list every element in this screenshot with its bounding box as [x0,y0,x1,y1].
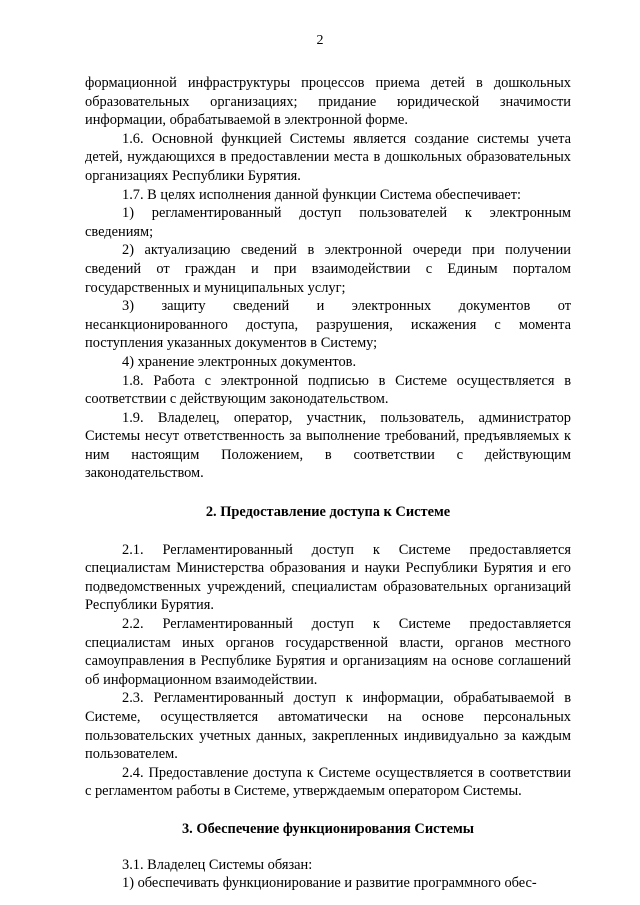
list-item-2: 2) актуализацию сведений в электронной очереди при получении сведений от граждан и при взаимодействии с Единым порталом государственных и муниципальных услуг; [85,242,571,296]
paragraph-2-2: 2.2. Регламентированный доступ к Системе предоставляется специалистам иных органов государственной власти, органов местного самоуправления в Республике Бурятия и организациям на основе соглашений об информационном взаимодействии. [85,616,571,688]
section-2-heading: 2. Предоставление доступа к Системе [205,504,451,521]
list-item-3: 3) защиту сведений и электронных документов от несанкционированного доступа, разрушения, искажения с момента поступления указанных документов в Систему; [85,298,571,352]
paragraph-continuation: формационной инфраструктуры процессов приема детей в дошкольных образовательных организациях; придание юридической значимости информации, обрабатываемой в электронной форме. [85,75,571,129]
section-3-heading: 3. Обеспечение функционирования Системы [181,820,474,837]
paragraph-2-1: 2.1. Регламентированный доступ к Системе предоставляется специалистам Министерства образования и науки Республики Бурятия и его подведомственных учреждений, специалистам образовательных организаций Республики Бурятия. [85,541,571,614]
paragraph-1-7: 1.7. В целях исполнения данной функции Система обеспечивает: [122,186,522,203]
list-item-1: 1) регламентированный доступ пользователей к электронным сведениям; [85,205,571,240]
document-body [85,74,571,893]
paragraph-2-3: 2.3. Регламентированный доступ к информации, обрабатываемой в Системе, осуществляется автоматически на основе персональных пользовательских учетных данных, закрепленных индивидуально за каждым пользователем. [85,690,571,763]
paragraph-1-6: 1.6. Основной функцией Системы является создание системы учета детей, нуждающихся в предоставлении места в дошкольных образовательных организациях Республики Бурятия. [85,130,571,184]
list-item-3-1-1: 1) обеспечивать функционирование и развитие программного обес- [122,875,537,892]
paragraph-2-4: 2.4. Предоставление доступа к Системе осуществляется в соответствии с регламентом работы в Системе, утверждаемым оператором Системы. [85,764,571,800]
list-item-4: 4) хранение электронных документов. [122,353,357,370]
page-number: 2 [316,33,324,48]
paragraph-1-8: 1.8. Работа с электронной подписью в Системе осуществляется в соответствии с действующим законодательством. [85,372,571,408]
paragraph-1-9: 1.9. Владелец, оператор, участник, пользователь, администратор Системы несут ответственность за выполнение требований, предъявляемых к ним настоящим Положением, в соответствии с действующим законодательством. [85,409,571,482]
paragraph-3-1: 3.1. Владелец Системы обязан: [122,856,313,873]
